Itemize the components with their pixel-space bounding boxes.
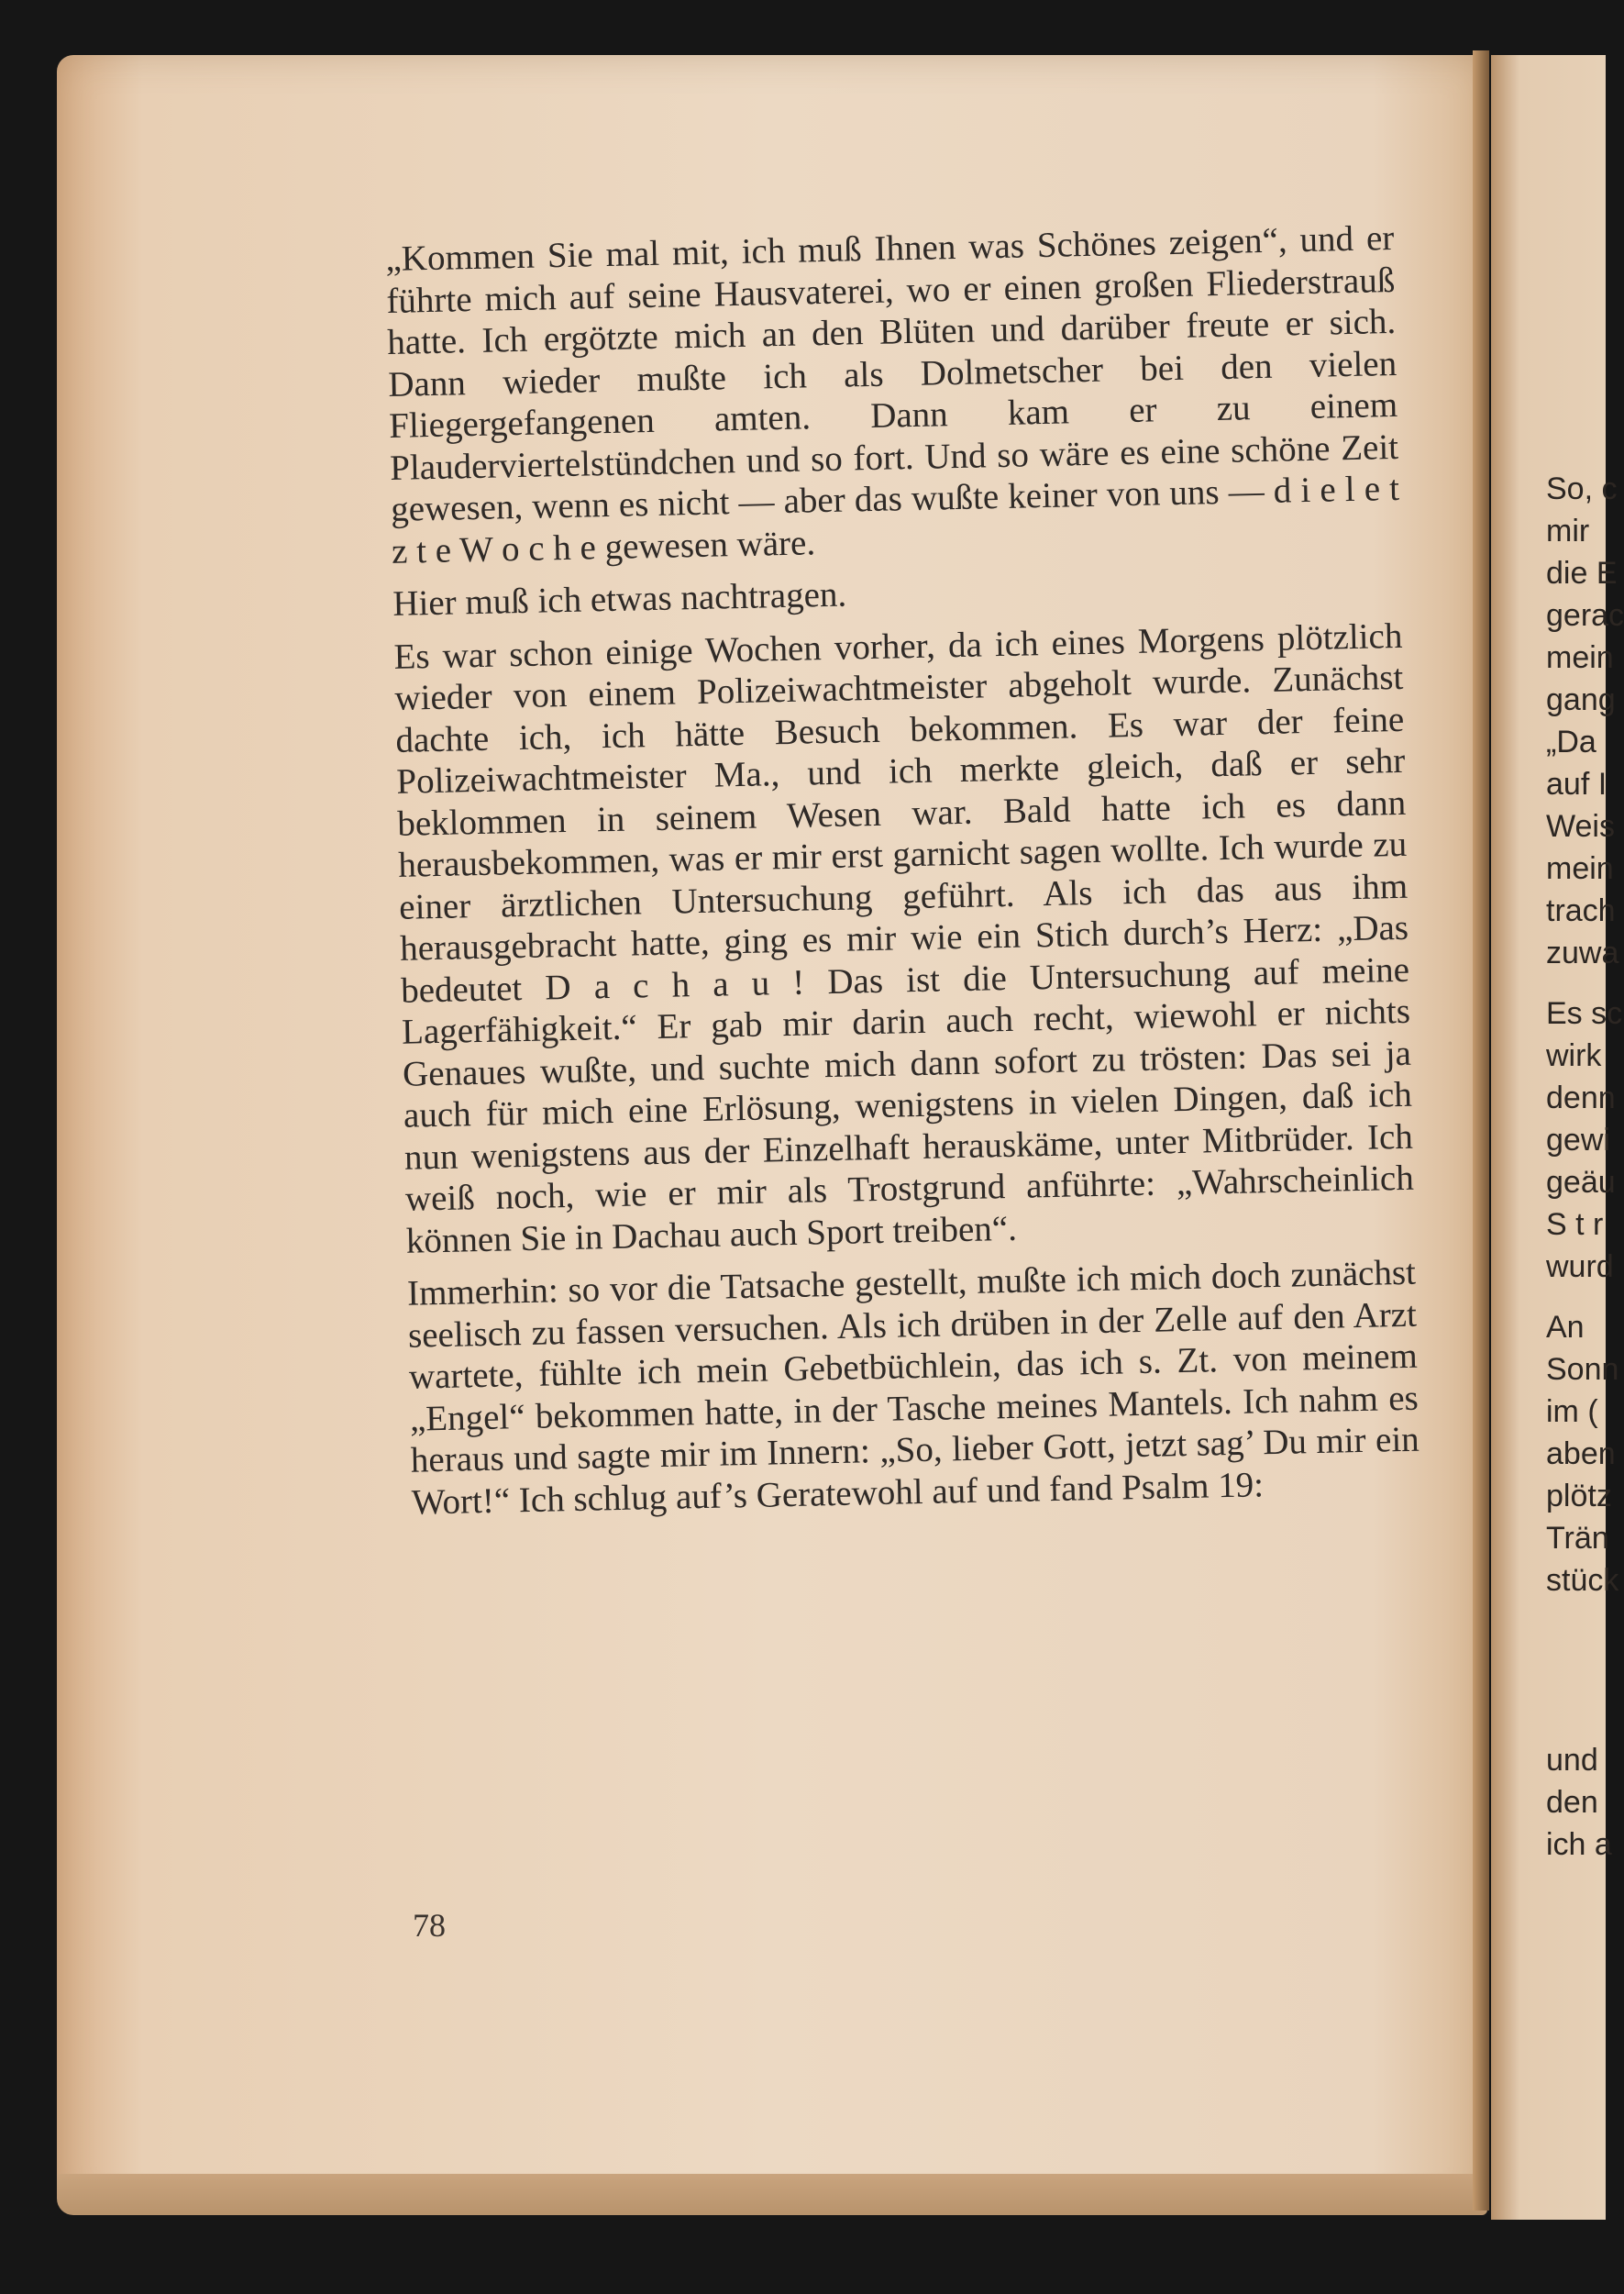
right-line: gewi (1546, 1123, 1610, 1158)
right-line: wirk (1546, 1038, 1602, 1073)
right-line: mein (1546, 640, 1614, 675)
right-line: Es sc (1546, 996, 1623, 1031)
right-line: und (1546, 1743, 1598, 1778)
right-line: wurd (1546, 1249, 1614, 1284)
paragraph-4: Immerhin: so vor die Tatsache gestellt, mußte ich mich doch zunächst seelisch zu fassen versuchen. Als ich drüben in der Zelle auf den Arzt wartete, fühlte ich mein Gebetbüchlein, das ich s. Zt. von meinem „Engel“ bekommen hatte, in der Tasche meines Mantels. Ich nahm es heraus und sagte mir im Innern: „So, lieber Gott, jetzt sag’ Du mir ein Wort!“ Ich schlug auf’s Geratewohl auf und fand Psalm 19: (406, 1252, 1420, 1523)
body-text (385, 217, 1420, 1535)
right-line: zuwa (1546, 936, 1619, 970)
right-line: stück (1546, 1563, 1619, 1598)
paragraph-2: Hier muß ich etwas nachtragen. (392, 574, 847, 624)
paragraph-1: „Kommen Sie mal mit, ich muß Ihnen was Schönes zeigen“, und er führte mich auf seine Hausvaterei, wo er einen großen Fliederstrauß hatte. Ich ergötzte mich an den Blüten und darüber freute er sich. Dann wieder mußte ich als Dolmetscher bei den vielen Fliegergefangenen amten. Dann kam er zu einem Plauderviertelstündchen und so fort. Und so wäre es eine schöne Zeit gewesen, wenn es nicht — aber das wußte keiner von uns — d i e l e t z t e W o c h e gewesen wäre. (385, 217, 1400, 571)
right-line: An (1546, 1310, 1585, 1345)
right-line: Weis (1546, 809, 1615, 844)
right-line: die E (1546, 556, 1618, 591)
right-line: Sonn (1546, 1352, 1619, 1387)
right-line: denn (1546, 1081, 1616, 1115)
right-line: trach (1546, 893, 1616, 928)
right-page-text (1546, 468, 1624, 1866)
right-line: So, c (1546, 471, 1618, 506)
right-line: plötz (1546, 1479, 1612, 1513)
right-line: S t r (1546, 1207, 1604, 1242)
book-spine (1473, 50, 1489, 2211)
right-line: „Da (1546, 725, 1596, 759)
right-line: gerac (1546, 598, 1624, 633)
right-line: auf I (1546, 767, 1607, 802)
right-line: mein (1546, 851, 1614, 886)
right-line: im ( (1546, 1394, 1598, 1429)
right-line: ich a (1546, 1827, 1612, 1862)
right-line: gang (1546, 682, 1616, 717)
right-line: Trän (1546, 1521, 1609, 1556)
right-line: mir (1546, 514, 1590, 549)
page-edge (57, 2174, 1487, 2215)
right-line: den (1546, 1785, 1598, 1820)
right-line: geäu (1546, 1165, 1616, 1200)
paragraph-3: Es war schon einige Wochen vorher, da ich eines Morgens plötzlich wieder von einem Polizeiwachtmeister abgeholt wurde. Zunächst dachte ich, ich hätte Besuch bekommen. Es war der feine Polizeiwachtmeister Ma., und ich merkte gleich, daß er sehr beklommen in seinem Wesen war. Bald hatte ich es dann herausbekommen, was er mir erst garnicht sagen wollte. Ich wurde zu einer ärztlichen Untersuchung geführt. Als ich das aus ihm herausgebracht hatte, ging es mir wie ein Stich durch’s Herz: „Das bedeutet D a c h a u ! Das ist die Untersuchung auf meine Lagerfähigkeit.“ Er gab mir darin auch recht, wiewohl er nichts Genaues wußte, und suchte mich dann sofort zu trösten: Das sei ja auch für mich eine Erlösung, wenigstens in vielen Dingen, daß ich nun wenigstens aus der Einzelhaft herauskäme, unter Mitbrüder. Ich weiß noch, wie er mir als Trostgrund anführte: „Wahrscheinlich können Sie in Dachau auch Sport treiben“. (393, 615, 1415, 1261)
right-line: aben (1546, 1436, 1616, 1471)
page-number: 78 (413, 1907, 446, 1944)
